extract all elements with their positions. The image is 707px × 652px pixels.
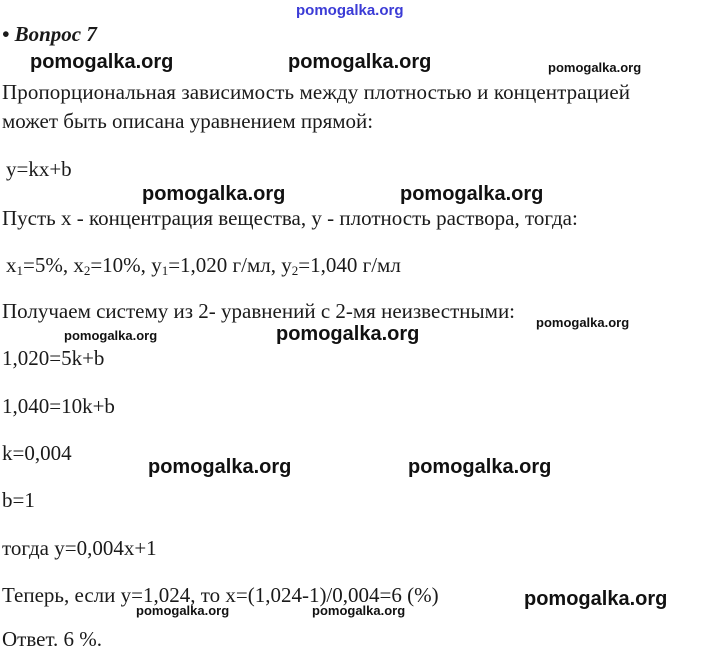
equation-line: y=kx+b: [6, 157, 72, 181]
resulting-equation: тогда y=0,004x+1: [2, 536, 157, 560]
question-heading: • Вопрос 7: [2, 22, 97, 46]
system-equation-1: 1,020=5k+b: [2, 346, 105, 370]
paragraph-system: Получаем систему из 2- уравнений с 2-мя неизвестными:: [2, 299, 516, 323]
y2-value: =1,040 г/мл: [298, 253, 401, 277]
watermark: pomogalka.org: [276, 323, 420, 345]
watermark: pomogalka.org: [64, 328, 158, 343]
watermark: pomogalka.org: [536, 315, 630, 330]
watermark-top: pomogalka.org: [296, 2, 404, 19]
x1-value: =5%,: [23, 253, 74, 277]
watermark: pomogalka.org: [312, 603, 406, 618]
watermark: pomogalka.org: [148, 456, 292, 478]
x2-label: x: [73, 253, 84, 277]
x1-label: x: [6, 253, 17, 277]
watermark: pomogalka.org: [30, 51, 174, 73]
watermark: pomogalka.org: [288, 51, 432, 73]
y2-subscript: 2: [291, 263, 299, 278]
calculation-line: Теперь, если y=1,024, то x=(1,024-1)/0,004=6 (%): [2, 583, 439, 607]
given-values: [6, 252, 401, 278]
x2-value: =10%,: [90, 253, 152, 277]
paragraph-intro-line2: может быть описана уравнением прямой:: [2, 109, 374, 133]
y2-label: y: [281, 253, 292, 277]
answer-line: Ответ. 6 %.: [2, 627, 103, 651]
x1-subscript: 1: [16, 263, 23, 278]
y1-value: =1,020 г/мл,: [168, 253, 282, 277]
watermark: pomogalka.org: [524, 588, 668, 610]
paragraph-intro-line1: Пропорциональная зависимость между плотностью и концентрацией: [2, 80, 631, 104]
paragraph-definitions: Пусть x - концентрация вещества, y - плотность раствора, тогда:: [2, 206, 578, 230]
b-value: b=1: [2, 488, 35, 512]
watermark: pomogalka.org: [142, 183, 286, 205]
x2-subscript: 2: [83, 263, 91, 278]
watermark: pomogalka.org: [400, 183, 544, 205]
watermark: pomogalka.org: [408, 456, 552, 478]
watermark: pomogalka.org: [136, 603, 230, 618]
k-value: k=0,004: [2, 441, 72, 465]
y1-label: y: [151, 253, 162, 277]
y1-subscript: 1: [161, 263, 169, 278]
system-equation-2: 1,040=10k+b: [2, 394, 115, 418]
watermark: pomogalka.org: [548, 60, 642, 75]
